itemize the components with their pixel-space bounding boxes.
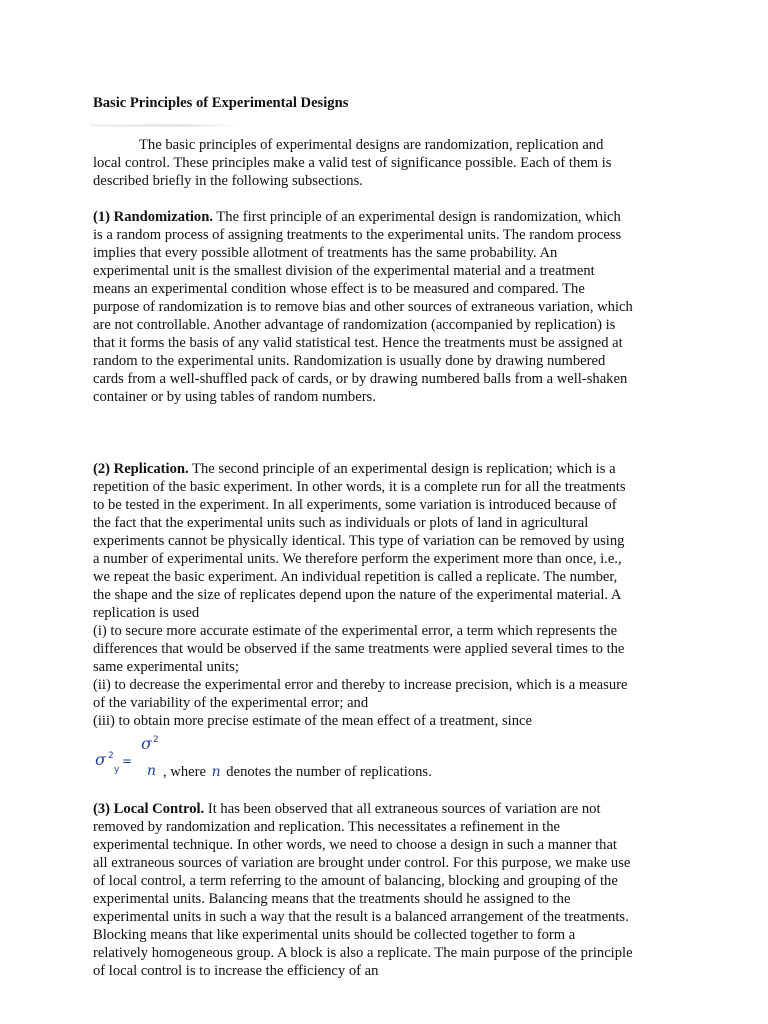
replication-heading: (2) Replication.	[93, 461, 189, 477]
spacer	[93, 406, 633, 460]
formula-sup-left: 2	[108, 751, 114, 761]
spacer	[93, 190, 633, 208]
formula-sub-y: y	[114, 765, 120, 775]
spacer	[93, 782, 633, 800]
formula-denominator-n: n	[147, 763, 157, 779]
replication-item-2: (ii) to decrease the experimental error and thereby to increase precision, which is a measure of the variability of the experimental error; and	[93, 677, 628, 711]
title-divider	[91, 124, 241, 127]
replication-item-1: (i) to secure more accurate estimate of the experimental error, a term which represents the differences that would be observed if the same treatments were applied several times to the same experimental units;	[93, 623, 625, 675]
formula-caption	[163, 763, 432, 781]
variance-formula	[93, 730, 633, 782]
formula-sigma-right: σ	[141, 734, 152, 753]
local-control-heading: (3) Local Control.	[93, 801, 205, 817]
randomization-heading: (1) Randomization.	[93, 209, 213, 225]
formula-equals: =	[122, 754, 133, 768]
replication-item-3: (iii) to obtain more precise estimate of the mean effect of a treatment, since	[93, 713, 532, 729]
randomization-paragraph	[93, 208, 633, 406]
intro-paragraph: The basic principles of experimental designs are randomization, replication and local control. These principles make a valid test of significance possible. Each of them is described briefly in the following subsections.	[93, 137, 612, 189]
local-control-body: It has been observed that all extraneous sources of variation are not removed by randomization and replication. This necessitates a refinement in the experimental technique. In other words, we need to choose a design in such a manner that all extraneous sources of variation are brought under control. For this purpose, we make use of local control, a term referring to the amount of balancing, blocking and grouping of the experimental units. Balancing means that the treatments should he assigned to the experimental units in such a way that the result is a balanced arrangement of the treatments. Blocking means that like experimental units should be collected together to form a relatively homogeneous group. A block is also a replicate. The main purpose of the principle of local control is to increase the efficiency of an	[93, 801, 633, 979]
formula-sigma-left: σ	[95, 750, 106, 769]
formula-inline-n: n	[211, 764, 221, 780]
randomization-body: The first principle of an experimental design is randomization, which is a random process of assigning treatments to the experimental units. The random process implies that every possible allotment of treatments has the same probability. An experimental unit is the smallest division of the experimental material and a treatment means an experimental condition whose effect is to be measured and compared. The purpose of randomization is to remove bias and other sources of extraneous variation, which are not controllable. Another advantage of randomization (accompanied by replication) is that it forms the basis of any valid statistical test. Hence the treatments must be assigned at random to the experimental units. Randomization is usually done by drawing numbered cards from a well-shuffled pack of cards, or by drawing numbered balls from a well-shaken container or by using tables of random numbers.	[93, 209, 633, 405]
document-page	[93, 94, 633, 980]
replication-paragraph	[93, 460, 633, 622]
replication-body: The second principle of an experimental design is replication; which is a repetition of the basic experiment. In other words, it is a complete run for all the treatments to be tested in the experiment. In all experiments, some variation is introduced because of the fact that the experimental units such as individuals or plots of land in agricultural experiments cannot be physically identical. This type of variation can be removed by using a number of experimental units. We therefore perform the experiment more than once, i.e., we repeat the basic experiment. An individual repetition is called a replicate. The number, the shape and the size of replicates depend upon the nature of the experimental material. A replication is used	[93, 461, 626, 621]
formula-tail: denotes the number of replications.	[222, 764, 432, 780]
formula-sup-right: 2	[153, 735, 159, 745]
document-title: Basic Principles of Experimental Designs	[93, 95, 349, 111]
local-control-paragraph	[93, 800, 633, 980]
formula-where: , where	[163, 764, 210, 780]
